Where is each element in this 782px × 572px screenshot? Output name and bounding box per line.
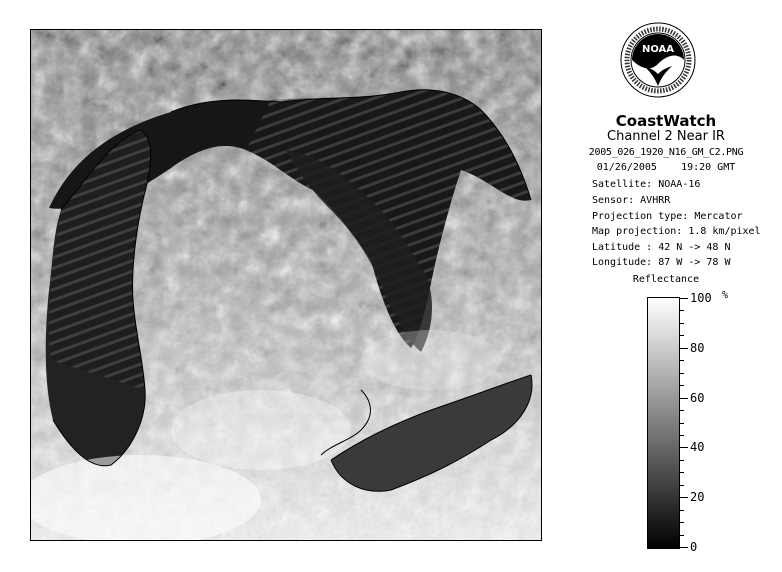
colorbar-major-tick [680, 447, 688, 448]
projection-type-info: Projection type: Mercator [592, 211, 743, 222]
channel-title: Channel 2 Near IR [607, 129, 725, 144]
longitude-info: Longitude: 87 W -> 78 W [592, 257, 731, 268]
colorbar-minor-tick [680, 423, 684, 424]
colorbar-major-tick [680, 398, 688, 399]
logo-text: NOAA [641, 44, 675, 55]
colorbar-minor-tick [680, 373, 684, 374]
colorbar-minor-tick [680, 310, 684, 311]
brand-title: CoastWatch [615, 112, 717, 130]
sensor-info: Sensor: AVHRR [592, 195, 671, 206]
colorbar-tick-label: 80 [690, 340, 705, 355]
colorbar-minor-tick [680, 535, 684, 536]
colorbar-major-tick [680, 348, 688, 349]
colorbar-major-tick [680, 497, 688, 498]
colorbar-minor-tick [680, 410, 684, 411]
latitude-info: Latitude : 42 N -> 48 N [592, 242, 731, 253]
colorbar [647, 297, 680, 549]
colorbar-tick-label: 60 [690, 390, 705, 405]
colorbar-minor-tick [680, 522, 684, 523]
colorbar-tick-label: 40 [690, 440, 705, 455]
colorbar-minor-tick [680, 510, 684, 511]
colorbar-minor-tick [680, 360, 684, 361]
time: 19:20 GMT [681, 162, 736, 173]
satellite-info: Satellite: NOAA-16 [592, 179, 701, 190]
colorbar-tick-label: 20 [690, 490, 705, 505]
colorbar-tick-label: 0 [690, 540, 698, 554]
colorbar-major-tick [680, 298, 688, 299]
colorbar-title: Reflectance [632, 274, 700, 285]
cloud-patch [361, 330, 501, 390]
colorbar-minor-tick [680, 323, 684, 324]
colorbar-unit: % [722, 290, 729, 301]
satellite-map [30, 29, 542, 541]
colorbar-minor-tick [680, 435, 684, 436]
date-time [556, 162, 776, 173]
colorbar-tick-label: 100 [690, 291, 712, 305]
noaa-logo-icon [620, 22, 696, 98]
colorbar-major-tick [680, 547, 688, 548]
cloud-patch [171, 390, 351, 470]
filename: 2005_026_1920_N16_GM_C2.PNG [588, 147, 744, 158]
colorbar-minor-tick [680, 485, 684, 486]
date: 01/26/2005 [596, 162, 657, 173]
satellite-image-svg [31, 30, 541, 540]
colorbar-minor-tick [680, 460, 684, 461]
colorbar-minor-tick [680, 385, 684, 386]
map-projection-info: Map projection: 1.8 km/pixel [592, 226, 761, 237]
colorbar-minor-tick [680, 335, 684, 336]
colorbar-minor-tick [680, 472, 684, 473]
